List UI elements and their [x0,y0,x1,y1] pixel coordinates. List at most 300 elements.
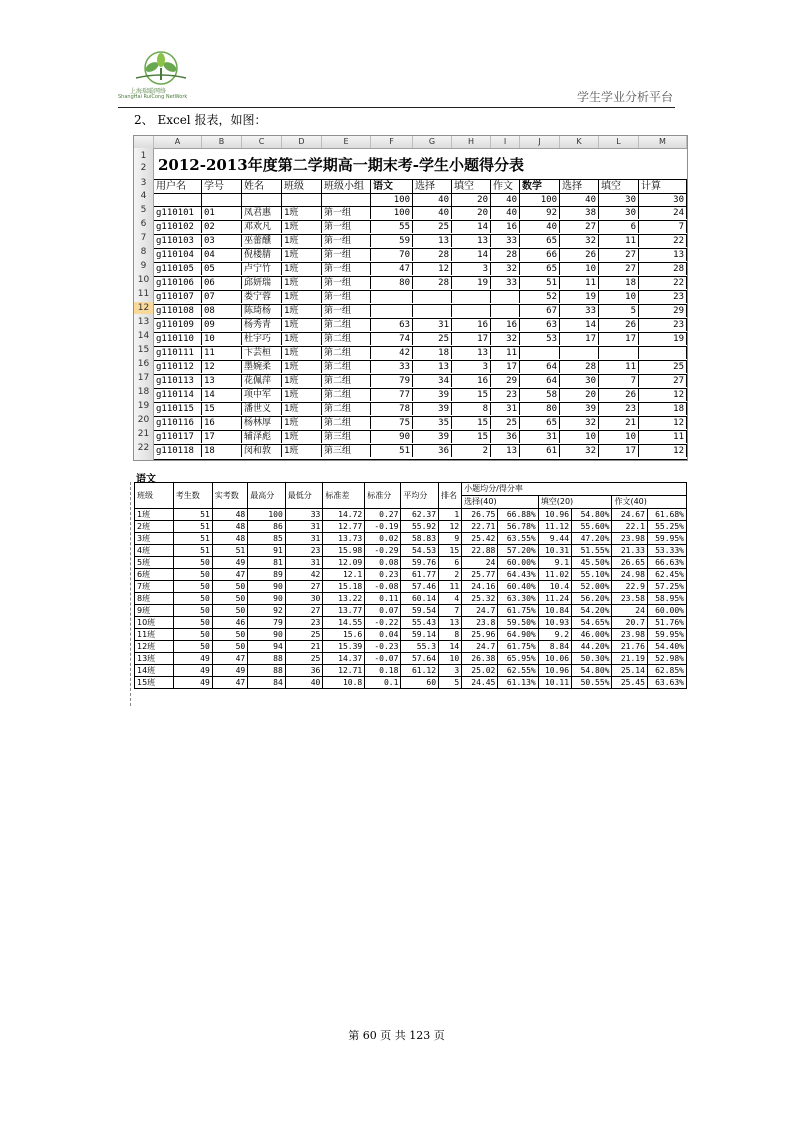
table-cell[interactable]: 63.30% [498,593,538,605]
full-mark-cell[interactable]: 40 [413,194,452,206]
table-cell[interactable]: 54.53 [401,545,439,557]
table-cell[interactable]: 38 [560,207,599,219]
table-cell[interactable]: 51 [371,445,413,457]
table-cell[interactable]: -0.08 [365,581,401,593]
table-cell[interactable]: 58.83 [401,533,439,545]
table-cell[interactable]: 第三组 [322,431,371,443]
table-cell[interactable]: 1班 [135,509,174,521]
table-cell[interactable]: 10班 [135,617,174,629]
table-cell[interactable]: 25 [285,653,323,665]
table-cell[interactable]: 60.14 [401,593,439,605]
table-cell[interactable]: 24.98 [612,569,647,581]
table-cell[interactable]: 13 [452,347,491,359]
table-cell[interactable]: 26 [560,249,599,261]
table-cell[interactable]: 2 [452,445,491,457]
table-cell[interactable] [452,305,491,317]
row-header-14[interactable]: 14 [137,331,150,341]
table-cell[interactable]: g110106 [154,277,202,289]
table-cell[interactable]: 25.32 [462,593,498,605]
table-cell[interactable]: 15.98 [323,545,365,557]
table-cell[interactable]: 65 [520,263,560,275]
table-cell[interactable]: 25 [413,333,452,345]
table-cell[interactable]: 50 [173,581,212,593]
table-cell[interactable]: 22.1 [612,521,647,533]
table-cell[interactable]: 36 [491,431,520,443]
table-cell[interactable]: 1班 [282,445,322,457]
table-cell[interactable]: 10.96 [538,665,571,677]
table-cell[interactable]: 0.27 [365,509,401,521]
row-header-5[interactable]: 5 [140,205,147,215]
table-cell[interactable]: 88 [248,653,286,665]
table-cell[interactable]: 39 [413,403,452,415]
table-cell[interactable]: 第一组 [322,263,371,275]
table-cell[interactable]: 61.75% [498,605,538,617]
table-cell[interactable]: 90 [248,629,286,641]
table-cell[interactable]: 89 [248,569,286,581]
table-cell[interactable]: 84 [248,677,286,689]
table-cell[interactable]: 21.19 [612,653,647,665]
row-header-21[interactable]: 21 [137,429,150,439]
table-cell[interactable]: 邱妍瑞 [242,277,282,289]
table-cell[interactable]: 20 [560,389,599,401]
table-cell[interactable]: 16 [452,319,491,331]
table-cell[interactable]: 47 [212,653,247,665]
table-cell[interactable]: 40 [413,207,452,219]
table-cell[interactable]: 6 [439,557,462,569]
row-header-4[interactable]: 4 [140,191,147,201]
table-cell[interactable]: 40 [491,207,520,219]
empty-cell[interactable] [282,194,322,206]
table-cell[interactable]: 23.58 [612,593,647,605]
table-cell[interactable]: 13.22 [323,593,365,605]
table-cell[interactable]: g110110 [154,333,202,345]
table-cell[interactable]: 27 [285,605,323,617]
table-cell[interactable]: 23 [639,291,687,303]
table-cell[interactable]: g110116 [154,417,202,429]
table-cell[interactable]: 61.13% [498,677,538,689]
table-cell[interactable]: 45.50% [572,557,612,569]
table-cell[interactable]: 第二组 [322,375,371,387]
table-cell[interactable]: 10.96 [538,509,571,521]
table-cell[interactable]: 第二组 [322,361,371,373]
table-cell[interactable]: 28 [491,249,520,261]
table-cell[interactable]: 7 [639,221,687,233]
table-cell[interactable]: 10.06 [538,653,571,665]
table-cell[interactable]: 墨婉柔 [242,361,282,373]
column-header-c[interactable]: C [242,136,282,148]
row-header-16[interactable]: 16 [137,359,150,369]
table-cell[interactable]: 32 [491,333,520,345]
table-cell[interactable]: 13 [439,617,462,629]
table-cell[interactable]: 10.4 [538,581,571,593]
row-header-19[interactable]: 19 [137,401,150,411]
table-cell[interactable]: 1班 [282,235,322,247]
table-cell[interactable]: 1班 [282,347,322,359]
table-cell[interactable]: 32 [491,263,520,275]
table-cell[interactable]: 8 [452,403,491,415]
table-cell[interactable]: g110105 [154,263,202,275]
table-cell[interactable]: 50 [173,629,212,641]
row-header-3[interactable]: 3 [140,178,147,188]
table-cell[interactable]: 15班 [135,677,174,689]
table-cell[interactable]: 第二组 [322,417,371,429]
table-cell[interactable]: 1班 [282,249,322,261]
table-cell[interactable]: 12 [639,389,687,401]
table-cell[interactable]: 3班 [135,533,174,545]
table-cell[interactable]: 11.02 [538,569,571,581]
table-cell[interactable]: 第一组 [322,235,371,247]
table-cell[interactable]: 50 [212,641,247,653]
table-cell[interactable]: 59.95% [647,533,686,545]
table-cell[interactable]: 18 [202,445,242,457]
table-cell[interactable]: g110111 [154,347,202,359]
full-mark-cell[interactable]: 30 [639,194,687,206]
table-cell[interactable]: 15.39 [323,641,365,653]
row-header-20[interactable]: 20 [137,415,150,425]
table-cell[interactable]: 25.42 [462,533,498,545]
table-cell[interactable]: 23.8 [462,617,498,629]
table-cell[interactable]: 19 [639,333,687,345]
table-cell[interactable]: 24 [462,557,498,569]
table-cell[interactable]: 17 [491,361,520,373]
full-mark-cell[interactable]: 100 [371,194,413,206]
table-cell[interactable]: 61 [520,445,560,457]
column-header-a[interactable]: A [154,136,202,148]
table-cell[interactable]: 17 [202,431,242,443]
table-cell[interactable]: 30 [599,207,639,219]
table-cell[interactable]: 16 [452,375,491,387]
table-cell[interactable]: 陈琦杨 [242,305,282,317]
row-header-1[interactable]: 1 [140,151,147,161]
table-cell[interactable]: 31 [413,319,452,331]
table-cell[interactable]: 24.7 [462,605,498,617]
table-cell[interactable]: 59.14 [401,629,439,641]
table-cell[interactable]: g110101 [154,207,202,219]
empty-cell[interactable] [322,194,371,206]
subscore-header[interactable]: 作文(40) [612,496,687,509]
subscore-header[interactable]: 选择(40) [462,496,539,509]
table-cell[interactable]: 47.20% [572,533,612,545]
table-cell[interactable]: 第二组 [322,389,371,401]
table-cell[interactable]: 潘世义 [242,403,282,415]
table-cell[interactable]: 47 [212,569,247,581]
table-cell[interactable]: 28 [413,249,452,261]
table-cell[interactable]: 22.9 [612,581,647,593]
table-cell[interactable]: 81 [248,557,286,569]
table-cell[interactable]: 12班 [135,641,174,653]
table-cell[interactable]: 46 [212,617,247,629]
table-cell[interactable]: g110103 [154,235,202,247]
table-cell[interactable]: 60.00% [647,605,686,617]
table-cell[interactable]: 1班 [282,263,322,275]
table-cell[interactable]: 8 [439,629,462,641]
table-cell[interactable]: 15.6 [323,629,365,641]
table-cell[interactable]: 16 [202,417,242,429]
table-cell[interactable]: 13.77 [323,605,365,617]
column-header-g[interactable]: G [413,136,452,148]
table-cell[interactable]: 42 [285,569,323,581]
table-cell[interactable]: 59.54 [401,605,439,617]
table-cell[interactable]: 57.46 [401,581,439,593]
table-cell[interactable]: 90 [248,593,286,605]
table-cell[interactable]: 64 [520,375,560,387]
table-cell[interactable]: 54.80% [572,509,612,521]
table-cell[interactable]: 13.73 [323,533,365,545]
table-cell[interactable]: 65.95% [498,653,538,665]
table-cell[interactable] [639,347,687,359]
table-cell[interactable]: 30 [560,375,599,387]
empty-cell[interactable] [242,194,282,206]
table-cell[interactable]: 13 [202,375,242,387]
column-header-b[interactable]: B [202,136,242,148]
table-cell[interactable]: 1班 [282,277,322,289]
table-cell[interactable]: 50 [212,605,247,617]
table-cell[interactable]: 12 [639,445,687,457]
table-cell[interactable]: 32 [560,417,599,429]
table-cell[interactable] [491,291,520,303]
table-cell[interactable] [413,291,452,303]
table-cell[interactable]: 3 [439,665,462,677]
table-cell[interactable]: 52 [520,291,560,303]
table-cell[interactable]: 55.92 [401,521,439,533]
table-cell[interactable]: 50.55% [572,677,612,689]
table-cell[interactable] [371,291,413,303]
table-cell[interactable]: 14 [439,641,462,653]
table-cell[interactable]: 63 [371,319,413,331]
table-cell[interactable]: 94 [248,641,286,653]
table-cell[interactable]: 9.1 [538,557,571,569]
column-header-m[interactable]: M [639,136,687,148]
table-cell[interactable]: 92 [248,605,286,617]
table-cell[interactable]: 1班 [282,417,322,429]
table-cell[interactable]: -0.22 [365,617,401,629]
table-cell[interactable]: 25.45 [612,677,647,689]
table-cell[interactable]: 48 [212,521,247,533]
table-cell[interactable]: 11 [599,235,639,247]
table-cell[interactable]: 12.1 [323,569,365,581]
table-cell[interactable]: 50 [173,641,212,653]
table-cell[interactable]: 49 [173,677,212,689]
table-cell[interactable]: 31 [285,521,323,533]
column-header[interactable]: 平均分 [401,483,439,509]
table-cell[interactable]: 17 [452,333,491,345]
table-cell[interactable]: 26 [599,319,639,331]
table-cell[interactable]: 49 [173,665,212,677]
table-cell[interactable]: 08 [202,305,242,317]
table-cell[interactable]: 50 [212,593,247,605]
table-cell[interactable]: 24 [639,207,687,219]
table-cell[interactable]: 31 [285,533,323,545]
table-cell[interactable]: 44.20% [572,641,612,653]
table-cell[interactable]: 18 [639,403,687,415]
table-cell[interactable]: 27 [639,375,687,387]
subscore-header[interactable]: 填空(20) [538,496,612,509]
table-cell[interactable]: 15 [439,545,462,557]
table-cell[interactable]: 63 [520,319,560,331]
table-cell[interactable]: 23 [599,403,639,415]
table-cell[interactable]: 1班 [282,389,322,401]
table-cell[interactable]: 11 [439,581,462,593]
table-cell[interactable]: 第一组 [322,305,371,317]
table-cell[interactable]: 辅泽彪 [242,431,282,443]
table-cell[interactable]: 闵和敦 [242,445,282,457]
table-cell[interactable]: 04 [202,249,242,261]
table-cell[interactable]: 50 [173,605,212,617]
table-cell[interactable]: 1班 [282,319,322,331]
table-cell[interactable]: 1班 [282,221,322,233]
table-cell[interactable]: 25.96 [462,629,498,641]
table-cell[interactable]: 11.24 [538,593,571,605]
table-cell[interactable]: 10 [599,291,639,303]
table-cell[interactable]: 27 [560,221,599,233]
table-cell[interactable]: 25 [639,361,687,373]
table-cell[interactable]: 49 [212,665,247,677]
table-cell[interactable]: 59 [371,235,413,247]
table-cell[interactable]: 15.18 [323,581,365,593]
table-cell[interactable]: 50 [173,617,212,629]
table-cell[interactable] [599,347,639,359]
table-cell[interactable]: 52.98% [647,653,686,665]
table-cell[interactable]: 11 [560,277,599,289]
table-cell[interactable]: 10.31 [538,545,571,557]
table-cell[interactable]: 娄宁蓉 [242,291,282,303]
table-cell[interactable]: 57.25% [647,581,686,593]
table-cell[interactable]: 67 [520,305,560,317]
column-label[interactable]: 姓名 [242,180,282,193]
table-cell[interactable] [560,347,599,359]
full-mark-cell[interactable]: 30 [599,194,639,206]
table-cell[interactable]: 17 [599,333,639,345]
column-header[interactable]: 考生数 [173,483,212,509]
table-cell[interactable]: 05 [202,263,242,275]
table-cell[interactable]: 10.93 [538,617,571,629]
table-cell[interactable]: 28 [413,277,452,289]
table-cell[interactable]: 12 [413,263,452,275]
row-header-2[interactable]: 2 [140,163,147,173]
table-cell[interactable]: 36 [285,665,323,677]
table-cell[interactable]: 18 [599,277,639,289]
full-mark-cell[interactable]: 40 [560,194,599,206]
table-cell[interactable]: 62.37 [401,509,439,521]
table-cell[interactable]: 11 [639,431,687,443]
table-cell[interactable]: 15 [452,431,491,443]
table-cell[interactable]: 55.60% [572,521,612,533]
table-cell[interactable]: 31 [285,557,323,569]
table-cell[interactable]: 22.71 [462,521,498,533]
table-cell[interactable]: 杨林厚 [242,417,282,429]
row-header-15[interactable]: 15 [137,345,150,355]
table-cell[interactable]: 24.16 [462,581,498,593]
table-cell[interactable]: 12 [439,521,462,533]
table-cell[interactable]: 18 [413,347,452,359]
table-cell[interactable]: 16 [491,221,520,233]
table-cell[interactable]: 项中军 [242,389,282,401]
empty-cell[interactable] [202,194,242,206]
table-cell[interactable]: 14.37 [323,653,365,665]
table-cell[interactable]: 13 [452,235,491,247]
table-cell[interactable]: 杜宇巧 [242,333,282,345]
table-cell[interactable]: 巫蕾醺 [242,235,282,247]
table-cell[interactable]: 9.44 [538,533,571,545]
table-cell[interactable]: 74 [371,333,413,345]
table-cell[interactable]: 62.85% [647,665,686,677]
table-cell[interactable]: 14.55 [323,617,365,629]
table-cell[interactable]: 50 [173,557,212,569]
table-cell[interactable]: 50 [173,593,212,605]
table-cell[interactable]: 10 [560,263,599,275]
table-cell[interactable]: 19 [452,277,491,289]
table-cell[interactable]: 55.3 [401,641,439,653]
table-cell[interactable]: 61.77 [401,569,439,581]
table-cell[interactable]: 50.30% [572,653,612,665]
table-cell[interactable]: 1班 [282,207,322,219]
table-cell[interactable]: 70 [371,249,413,261]
column-header-i[interactable]: I [491,136,520,148]
table-cell[interactable]: 66.63% [647,557,686,569]
table-cell[interactable]: 1班 [282,375,322,387]
table-cell[interactable]: 53 [520,333,560,345]
table-cell[interactable]: 79 [248,617,286,629]
table-cell[interactable]: g110117 [154,431,202,443]
table-cell[interactable]: g110102 [154,221,202,233]
table-cell[interactable]: 39 [560,403,599,415]
table-cell[interactable]: 66 [520,249,560,261]
table-cell[interactable]: 22.88 [462,545,498,557]
table-cell[interactable]: -0.07 [365,653,401,665]
table-cell[interactable]: 29 [639,305,687,317]
table-cell[interactable]: 60.00% [498,557,538,569]
table-cell[interactable]: 8.84 [538,641,571,653]
table-cell[interactable]: 11.12 [538,521,571,533]
table-cell[interactable]: 1班 [282,361,322,373]
table-cell[interactable]: 24 [612,605,647,617]
row-header-9[interactable]: 9 [140,261,147,271]
table-cell[interactable]: 11 [599,361,639,373]
table-cell[interactable]: 0.07 [365,605,401,617]
table-cell[interactable]: 21.33 [612,545,647,557]
table-cell[interactable]: 26.38 [462,653,498,665]
table-cell[interactable]: 39 [413,389,452,401]
row-header-17[interactable]: 17 [137,373,150,383]
column-header[interactable]: 班级 [135,483,174,509]
table-cell[interactable]: 03 [202,235,242,247]
table-cell[interactable]: 21 [285,641,323,653]
column-label[interactable]: 用户名 [154,180,202,193]
table-cell[interactable]: 57.20% [498,545,538,557]
row-header-22[interactable]: 22 [137,443,150,453]
table-cell[interactable]: 0.18 [365,665,401,677]
table-cell[interactable]: 7班 [135,581,174,593]
table-cell[interactable]: 第一组 [322,291,371,303]
table-cell[interactable]: 42 [371,347,413,359]
table-cell[interactable]: 卢宁竹 [242,263,282,275]
table-cell[interactable]: 48 [212,533,247,545]
table-cell[interactable]: 9 [439,533,462,545]
full-mark-cell[interactable]: 40 [491,194,520,206]
table-cell[interactable]: 85 [248,533,286,545]
table-cell[interactable]: 32 [560,235,599,247]
table-cell[interactable]: 27 [285,581,323,593]
table-cell[interactable]: 24.67 [612,509,647,521]
table-cell[interactable]: g110107 [154,291,202,303]
table-cell[interactable]: 6 [599,221,639,233]
table-cell[interactable]: 倪楼腈 [242,249,282,261]
table-cell[interactable]: 61.12 [401,665,439,677]
column-label[interactable]: 数学 [520,180,560,193]
table-cell[interactable]: 0.11 [365,593,401,605]
table-cell[interactable]: 07 [202,291,242,303]
table-cell[interactable]: -0.29 [365,545,401,557]
